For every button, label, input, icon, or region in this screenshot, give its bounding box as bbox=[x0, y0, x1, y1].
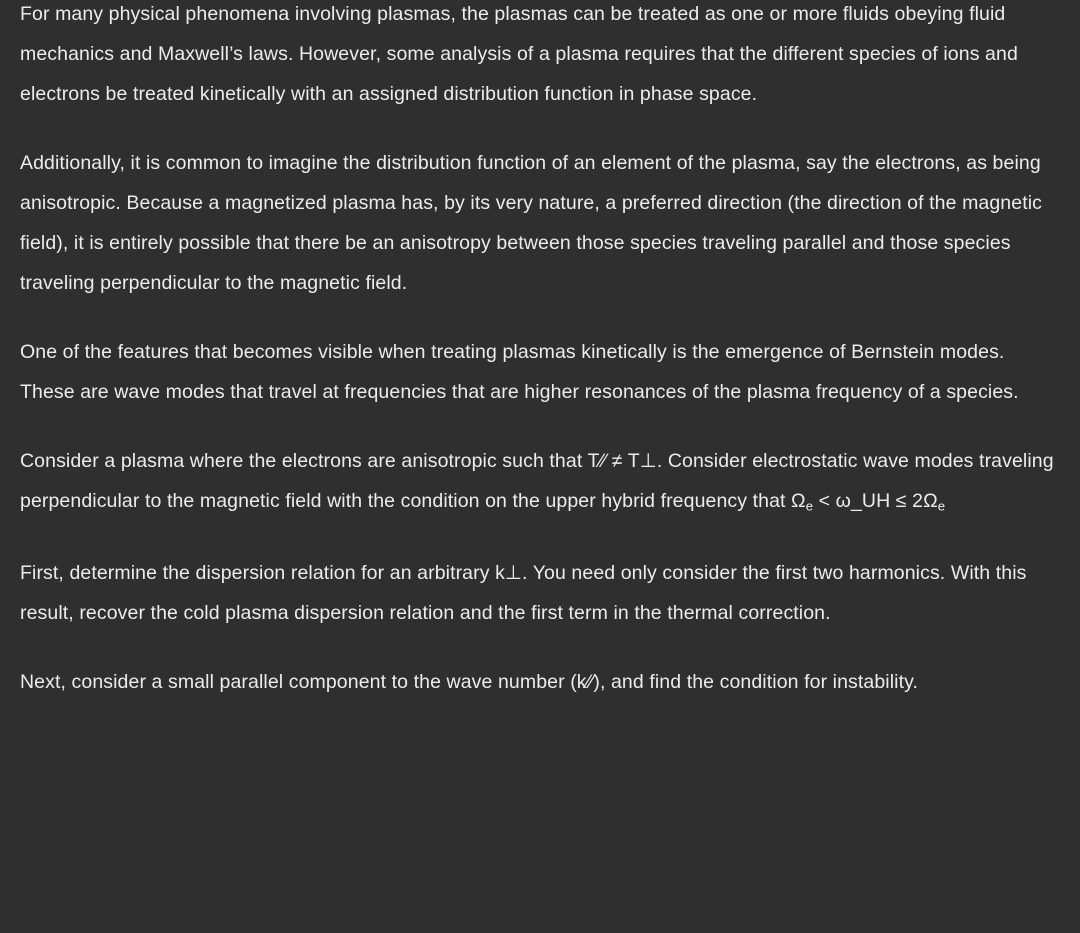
paragraph-task-dispersion: First, determine the dispersion relation for an arbitrary k⊥. You need only consider the first two harmonics. With this result, recover the cold plasma dispersion relation and the first term in the thermal correction. bbox=[20, 561, 1027, 624]
problem-setup-subscript-2: e bbox=[937, 498, 946, 514]
paragraph-intro-fluids: For many physical phenomena involving plasmas, the plasmas can be treated as one or more fluids obeying fluid mechanics and Maxwell’s laws. However, some analysis of a plasma requires that the different species of ions and electrons be treated kinetically with an assigned distribution function in phase space. bbox=[20, 3, 1018, 105]
problem-setup-text-part2: < ω_UH ≤ 2Ω bbox=[813, 490, 938, 512]
paragraph-bernstein-modes: One of the features that becomes visible when treating plasmas kinetically is the emergence of Bernstein modes. These are wave modes that travel at frequencies that are higher resonances of the plasma frequency of a species. bbox=[20, 341, 1019, 403]
problem-setup-text-part1: Consider a plasma where the electrons are anisotropic such that T∕∕ ≠ T⊥. Consider electrostatic wave modes traveling perpendicular to the magnetic field with the condition on the upper hybrid frequency that Ω bbox=[20, 450, 1054, 512]
paragraph-problem-setup bbox=[20, 441, 1062, 527]
paragraph-anisotropy: Additionally, it is common to imagine the distribution function of an element of the plasma, say the electrons, as being anisotropic. Because a magnetized plasma has, by its very nature, a preferred direction (the direction of the magnetic field), it is entirely possible that there be an anisotropy between those species traveling parallel and those species traveling perpendicular to the magnetic field. bbox=[20, 152, 1042, 294]
prose-body bbox=[20, 0, 1062, 702]
paragraph-task-instability: Next, consider a small parallel component to the wave number (k∕∕), and find the condition for instability. bbox=[20, 670, 919, 693]
problem-setup-subscript-1: e bbox=[805, 498, 814, 514]
